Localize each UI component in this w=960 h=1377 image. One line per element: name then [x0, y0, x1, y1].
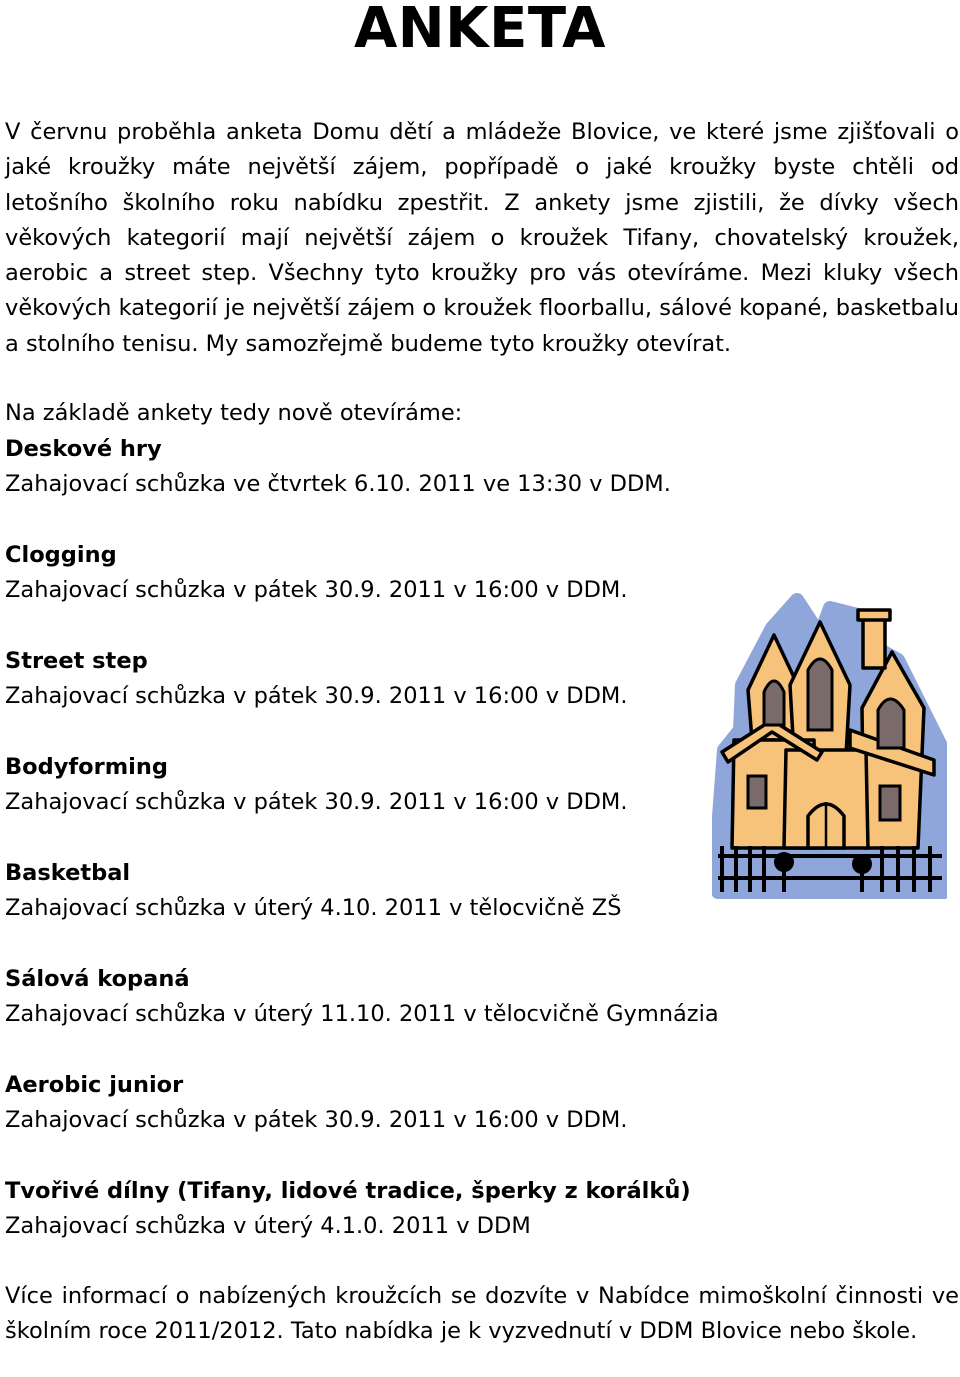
- event-list: [5, 432, 765, 1244]
- window: [878, 699, 904, 748]
- event-note: Zahajovací schůzka v úterý 11.10. 2011 v tělocvičně Gymnázia: [5, 1001, 719, 1027]
- event-note: Zahajovací schůzka v pátek 30.9. 2011 v 16:00 v DDM.: [5, 683, 628, 709]
- event-note: Zahajovací schůzka ve čtvrtek 6.10. 2011 ve 13:30 v DDM.: [5, 471, 671, 497]
- event-note: Zahajovací schůzka v úterý 4.10. 2011 v tělocvičně ZŠ: [5, 895, 622, 921]
- event-note: Zahajovací schůzka v úterý 4.1.0. 2011 v DDM: [5, 1213, 531, 1239]
- event-item: [5, 856, 765, 962]
- window: [880, 786, 900, 820]
- page-title: ANKETA: [353, 0, 607, 61]
- event-item: [5, 750, 765, 856]
- event-note: Zahajovací schůzka v pátek 30.9. 2011 v 16:00 v DDM.: [5, 789, 628, 815]
- event-name: Aerobic junior: [5, 1072, 184, 1098]
- footer-paragraph: Více informací o nabízených kroužcích se dozvíte v Nabídce mimoškolní činnosti ve školním roce 2011/2012. Tato nabídka je k vyzvednutí v DDM Blovice nebo škole.: [5, 1283, 959, 1344]
- event-name: Sálová kopaná: [5, 966, 190, 992]
- house-chimney: [863, 618, 885, 668]
- event-name: Street step: [5, 648, 148, 674]
- event-item: [5, 962, 765, 1068]
- event-name: Bodyforming: [5, 754, 169, 780]
- event-name: Clogging: [5, 542, 117, 568]
- lead-text: Na základě ankety tedy nově otevíráme:: [5, 400, 463, 426]
- event-item: [5, 538, 765, 644]
- intro-paragraph: V červnu proběhla anketa Domu dětí a mládeže Blovice, ve které jsme zjišťovali o jaké kroužky máte největší zájem, popřípadě o jaké kroužky byste chtěli od letošního školního roku nabídku zpestřit. Z ankety jsme zjistili, že dívky všech věkových kategorií mají největší zájem o kroužek Tifany, chovatelský kroužek, aerobic a street step. Všechny tyto kroužky pro vás otevíráme. Mezi kluky všech věkových kategorií je největší zájem o kroužek floorballu, sálové kopané, basketbalu a stolního tenisu. My samozřejmě budeme tyto kroužky otevírat.: [5, 119, 959, 357]
- event-name: Tvořivé dílny (Tifany, lidové tradice, šperky z korálků): [5, 1178, 691, 1204]
- window: [764, 681, 784, 725]
- event-note: Zahajovací schůzka v pátek 30.9. 2011 v 16:00 v DDM.: [5, 1107, 628, 1133]
- event-item: [5, 432, 765, 538]
- window: [808, 659, 832, 730]
- window: [748, 776, 766, 808]
- event-item: [5, 1174, 765, 1244]
- event-name: Basketbal: [5, 860, 131, 886]
- event-name: Deskové hry: [5, 436, 162, 462]
- event-note: Zahajovací schůzka v pátek 30.9. 2011 v 16:00 v DDM.: [5, 577, 628, 603]
- house-icon: [712, 580, 947, 900]
- event-item: [5, 1068, 765, 1174]
- event-item: [5, 644, 765, 750]
